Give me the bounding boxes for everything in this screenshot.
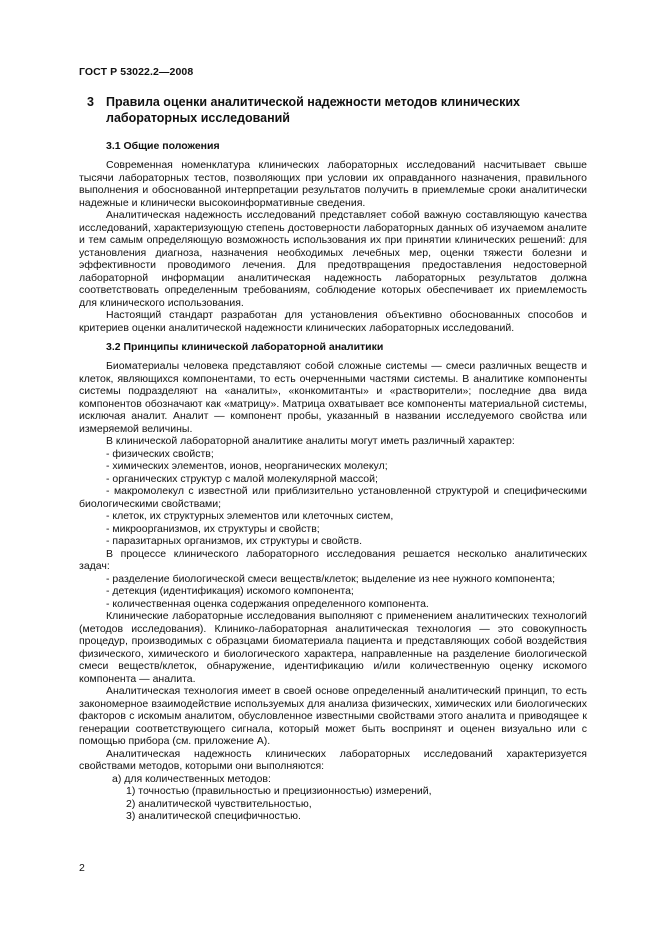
list-heading: а) для количественных методов: [112, 772, 271, 785]
section-heading [79, 94, 587, 126]
list-item: - количественная оценка содержания определенного компонента. [106, 597, 429, 610]
page-content [79, 94, 587, 823]
list-item: - макромолекул с известной или приблизительно установленной структурой и специфическими биологическими свойствами; [79, 485, 587, 510]
list-item: - физических свойств; [106, 447, 214, 460]
paragraph: Аналитическая надежность клинических лабораторных исследований характеризуется свойствами методов, которыми они выполняются: [79, 747, 587, 772]
paragraph: Аналитическая технология имеет в своей основе определенный аналитический принцип, то есть закономерное взаимодействие используемых для анализа физических, химических или биологических факторов с искомым аналитом, обусловленное известными свойствами этого аналита и приводящее к генерации соответствующего сигнала, который может быть воспринят и оценен визуально или с помощью прибора (см. приложение А). [79, 685, 587, 747]
paragraph: Современная номенклатура клинических лабораторных исследований насчитывает свыше тысячи лабораторных тестов, позволяющих при условии их оправданного назначения, правильного выполнения и обоснованной интерпретации результатов получить в приемлемые сроки аналитически надежные и клинически высокоинформативные сведения. [79, 159, 587, 209]
list-item: - детекция (идентификация) искомого компонента; [106, 585, 354, 597]
page-number: 2 [79, 862, 85, 874]
subsection-heading-3-1: 3.1 Общие положения [106, 140, 220, 152]
list-item: - клеток, их структурных элементов или клеточных систем, [106, 510, 394, 522]
subsection-heading-3-2: 3.2 Принципы клинической лабораторной аналитики [106, 341, 384, 353]
list-item: 1) точностью (правильностью и прецизионностью) измерений, [126, 785, 432, 797]
paragraph: В процессе клинического лабораторного исследования решается несколько аналитических задач: [79, 547, 587, 572]
list-item: - химических элементов, ионов, неорганических молекул; [106, 460, 388, 472]
list-item: 2) аналитической чувствительностью, [126, 797, 312, 810]
list-item: 3) аналитической специфичностью. [126, 810, 301, 822]
paragraph: Клинические лабораторные исследования выполняют с применением аналитических технологий (методов исследования). Клинико-лабораторная аналитическая технология — это совокупность процедур, производимых с образцами биоматериала пациента и представляющих собой воздействия физического, химического и биологического характера, направленные на разделение биологической смеси веществ/клеток, обнаружение, идентификацию и/или количественную оценку искомого компонента — аналита. [79, 610, 587, 685]
paragraph: Биоматериалы человека представляют собой сложные системы — смеси различных веществ и клеток, являющихся компонентами, то есть очерченными частями системы. В аналитике компоненты системы подразделяют на «аналиты», «конкомитанты» и «растворители»; последние два вида компонентов обозначают как «матрицу». Матрица охватывает все компоненты материальной системы, исключая аналит. Аналит — компонент пробы, указанный в названии исследуемого свойства или измеряемой величины. [79, 360, 587, 435]
list-item: - органических структур с малой молекулярной массой; [106, 472, 378, 485]
section-title: Правила оценки аналитической надежности методов клинических лабораторных исследований [106, 95, 520, 125]
list-item: - паразитарных организмов, их структуры и свойств. [106, 535, 363, 547]
section-number: 3 [87, 95, 94, 109]
document-code-header: ГОСТ Р 53022.2—2008 [79, 66, 194, 78]
paragraph: Настоящий стандарт разработан для установления объективно обоснованных способов и критериев оценки аналитической надежности клинических лабораторных исследований. [79, 309, 587, 334]
list-item: - микроорганизмов, их структуры и свойств; [106, 522, 320, 535]
paragraph: В клинической лабораторной аналитике аналиты могут иметь различный характер: [106, 435, 515, 447]
list-item: - разделение биологической смеси веществ/клеток; выделение из нее нужного компонента; [106, 572, 556, 585]
paragraph: Аналитическая надежность исследований представляет собой важную составляющую качества исследований, характеризующую степень достоверности лабораторных данных об изучаемом аналите и тем самым определяющую возможность использования их при принятии клинических решений: для установления диагноза, назначения необходимых лечебных мер, оценки тяжести болезни и эффективности проводимого лечения. Для предотвращения предоставления недостоверной лабораторной информации аналитическая надежность лабораторных результатов должна соответствовать определенным требованиям, соблюдение которых обеспечивает их приемлемость для клинического использования. [79, 209, 587, 309]
